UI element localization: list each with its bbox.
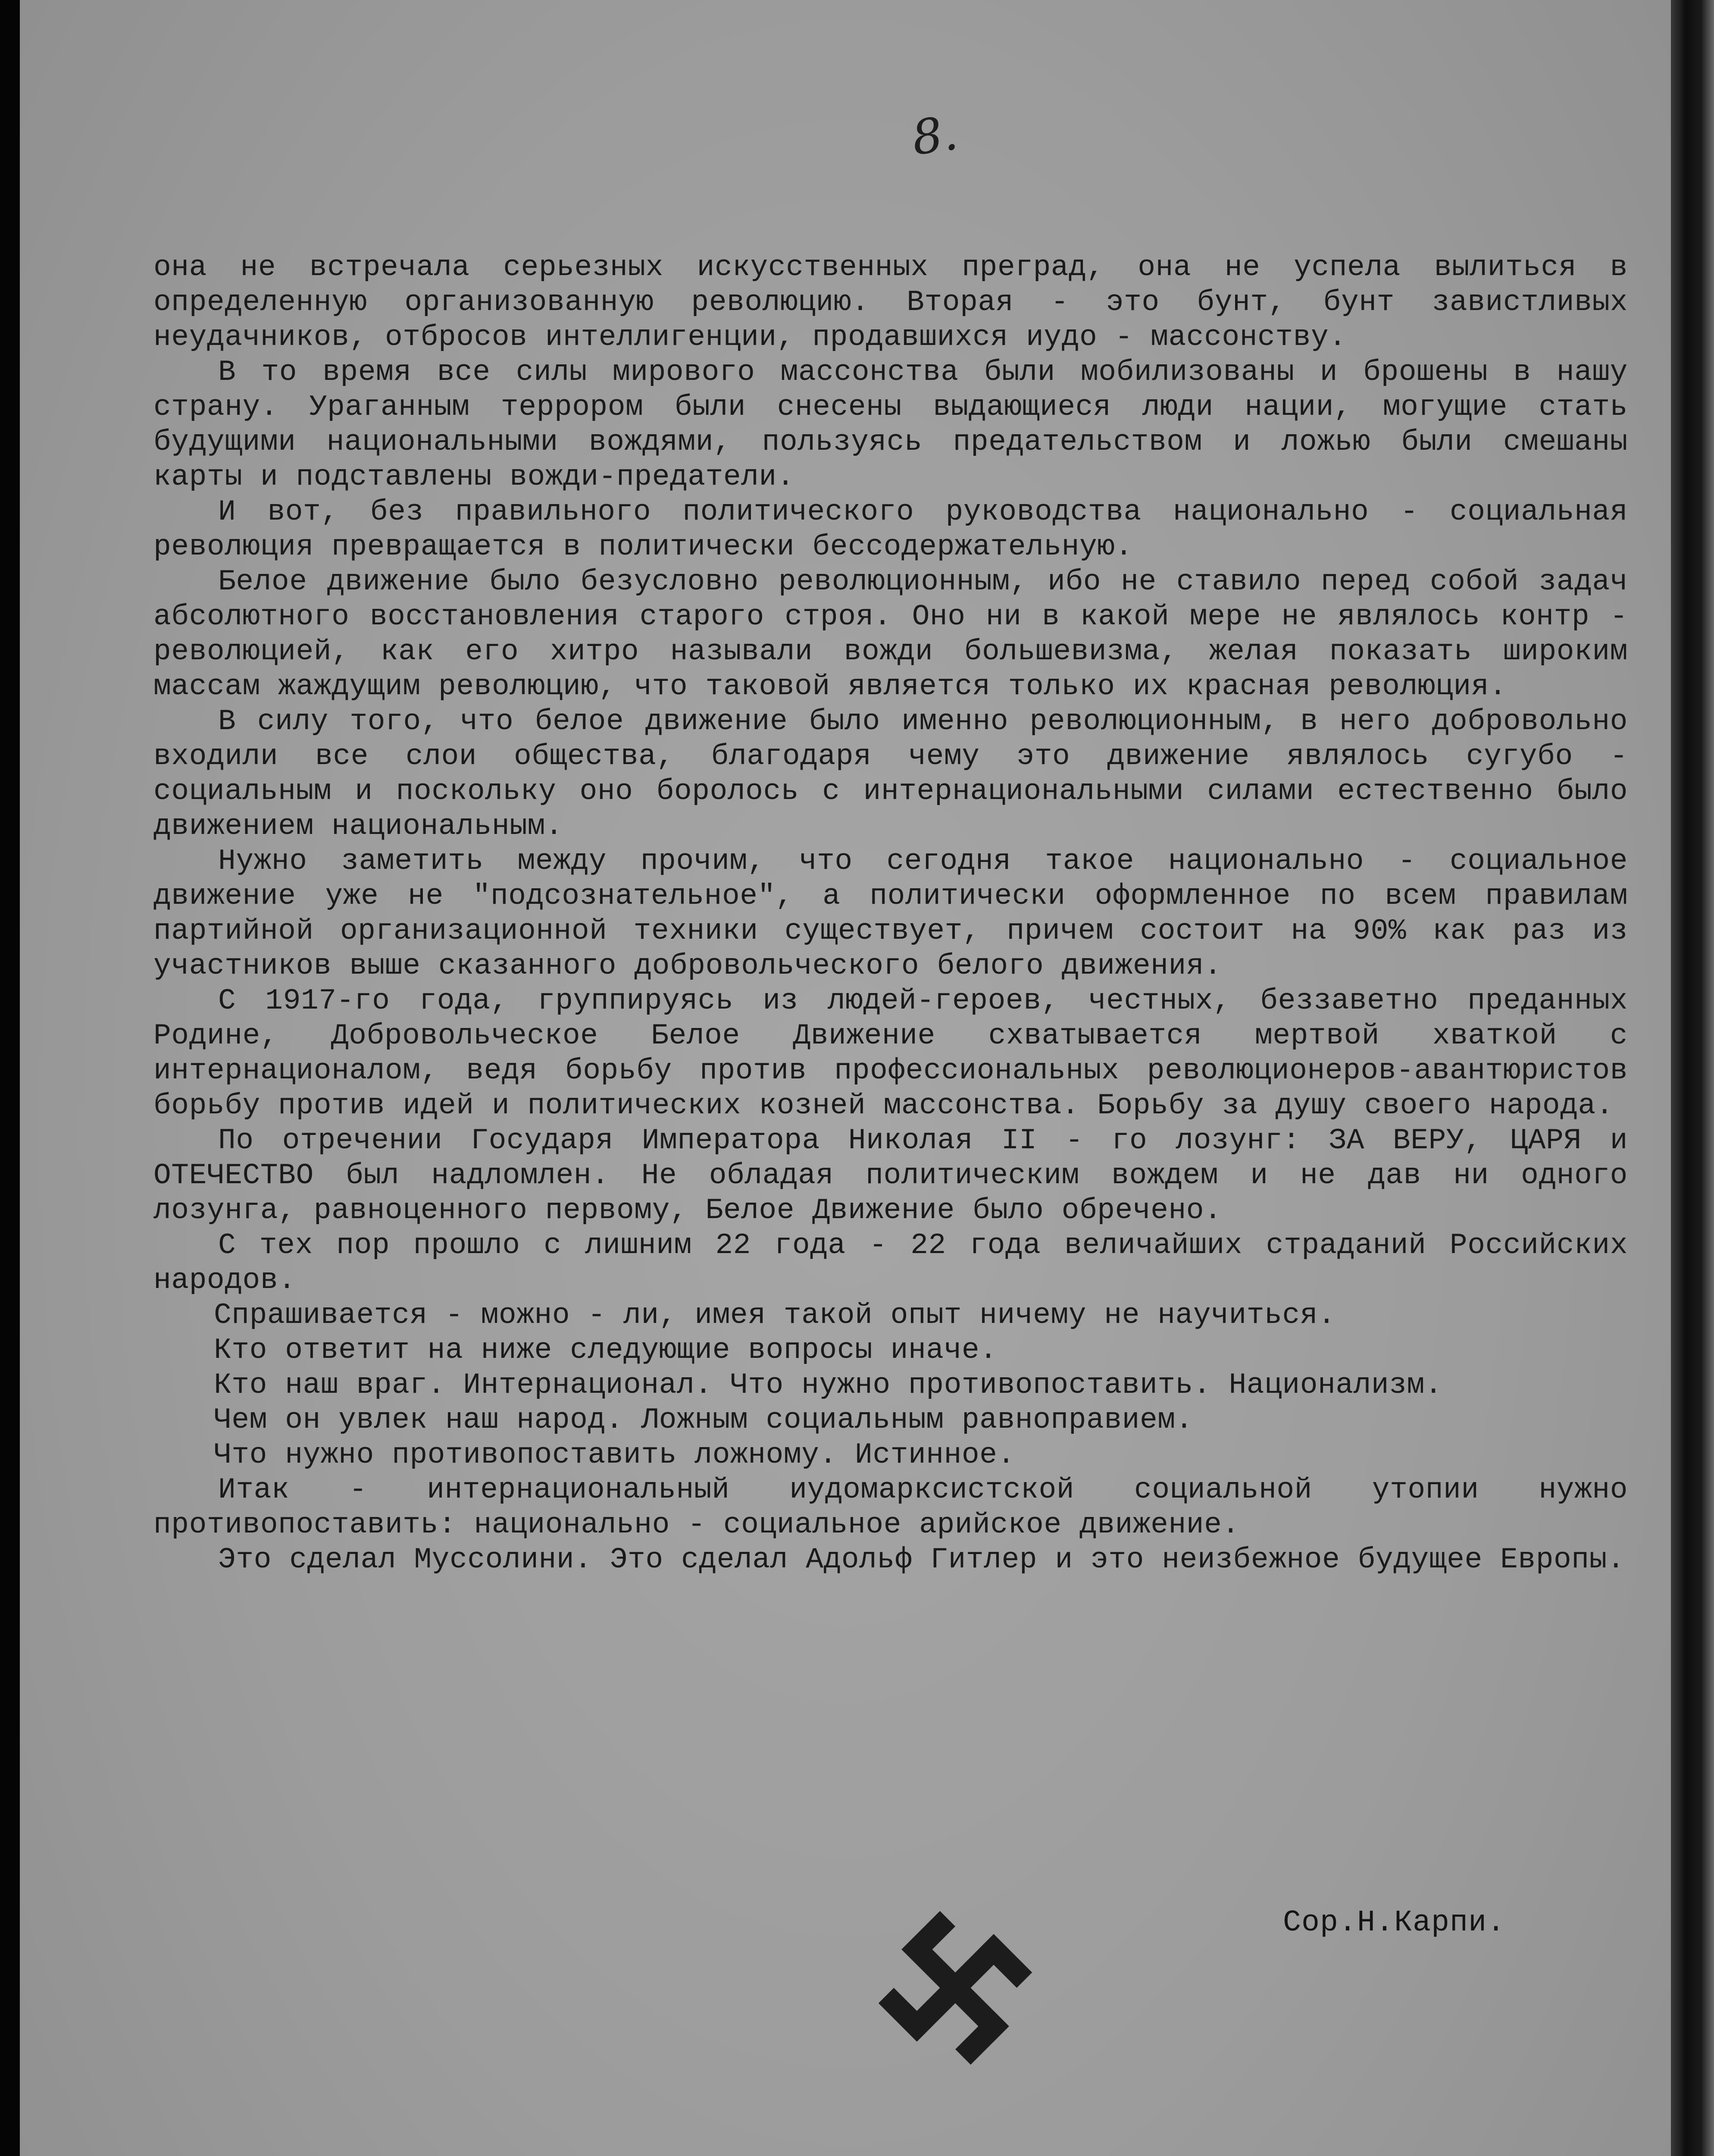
paragraph-4: Белое движение было безусловно революционным, ибо не ставило перед собой задач абсолютного восстановления старого строя. Оно ни в какой мере не являлось контр - революцией, как его хитро называли вожди большевизма, желая показать широким массам жаждущим революцию, что таковой является только их красная революция. bbox=[153, 565, 1628, 703]
paragraph-1: она не встречала серьезных искусственных преград, она не успела вылиться в определенную организованную революцию. Вторая - это бунт, бунт завистливых неудачников, отбросов интеллигенции, продавшихся иудо - массонству. bbox=[153, 251, 1628, 354]
paragraph-5: В силу того, что белое движение было именно революционным, в него добровольно входили все слои общества, благодаря чему это движение являлось сугубо - социальным и поскольку оно боролось с интернациональными силами естественно было движением национальным. bbox=[153, 705, 1628, 843]
paragraph-3: И вот, без правильного политического руководства национально - социальная революция превращается в политически бессодержательную. bbox=[153, 495, 1628, 564]
typed-text-body bbox=[153, 250, 1628, 1577]
question-line-4: Чем он увлек наш народ. Ложным социальным равноправием. bbox=[214, 1404, 1193, 1437]
paragraph-9: С тех пор прошло с лишним 22 года - 22 года величайших страданий Российских народов. bbox=[153, 1229, 1628, 1297]
document-page bbox=[20, 0, 1671, 2156]
tilted-cross-emblem-icon bbox=[865, 1897, 1046, 2078]
paragraph-2: В то время все силы мирового массонства были мобилизованы и брошены в нашу страну. Ураганным террором были снесены выдающиеся люди нации, могущие стать будущими национальными вождями, пользуясь предательством и ложью были смешаны карты и подставлены вожди-предатели. bbox=[153, 356, 1628, 494]
scan-right-edge bbox=[1671, 0, 1714, 2156]
closing-paragraph-1: Итак - интернациональный иудомарксистской социальной утопии нужно противопоставить: национально - социальное арийское движение. bbox=[153, 1473, 1628, 1542]
question-line-1: Спрашивается - можно - ли, имея такой опыт ничему не научиться. bbox=[214, 1299, 1336, 1332]
closing-paragraph-2: Это сделал Муссолини. Это сделал Адольф Гитлер и это неизбежное будущее Европы. bbox=[218, 1543, 1625, 1576]
question-line-5: Что нужно противопоставить ложному. Истинное. bbox=[214, 1438, 1015, 1472]
page-number: 8. bbox=[908, 105, 961, 166]
scan-left-edge bbox=[0, 0, 20, 2156]
question-line-2: Кто ответит на ниже следующие вопросы иначе. bbox=[214, 1334, 998, 1367]
paragraph-6: Нужно заметить между прочим, что сегодня такое национально - социальное движение уже не "подсознательное", а политически оформленное по всем правилам партийной организационной техники существует, причем состоит на 90% как раз из участников выше сказанного добровольческого белого движения. bbox=[153, 845, 1628, 983]
question-line-3: Кто наш враг. Интернационал. Что нужно противопоставить. Национализм. bbox=[214, 1369, 1443, 1402]
signature: Сор.Н.Карпи. bbox=[1283, 1906, 1506, 1940]
paragraph-7: С 1917-го года, группируясь из людей-героев, честных, беззаветно преданных Родине, Добровольческое Белое Движение схватывается мертвой хваткой с интернационалом, ведя борьбу против профессиональных революционеров-авантюристов борьбу против идей и политических козней массонства. Борьбу за душу своего народа. bbox=[153, 984, 1628, 1122]
paragraph-8: По отречении Государя Императора Николая II - го лозунг: ЗА ВЕРУ, ЦАРЯ и ОТЕЧЕСТВО был надломлен. Не обладая политическим вождем и не дав ни одного лозунга, равноценного первому, Белое Движение было обречено. bbox=[153, 1124, 1628, 1227]
